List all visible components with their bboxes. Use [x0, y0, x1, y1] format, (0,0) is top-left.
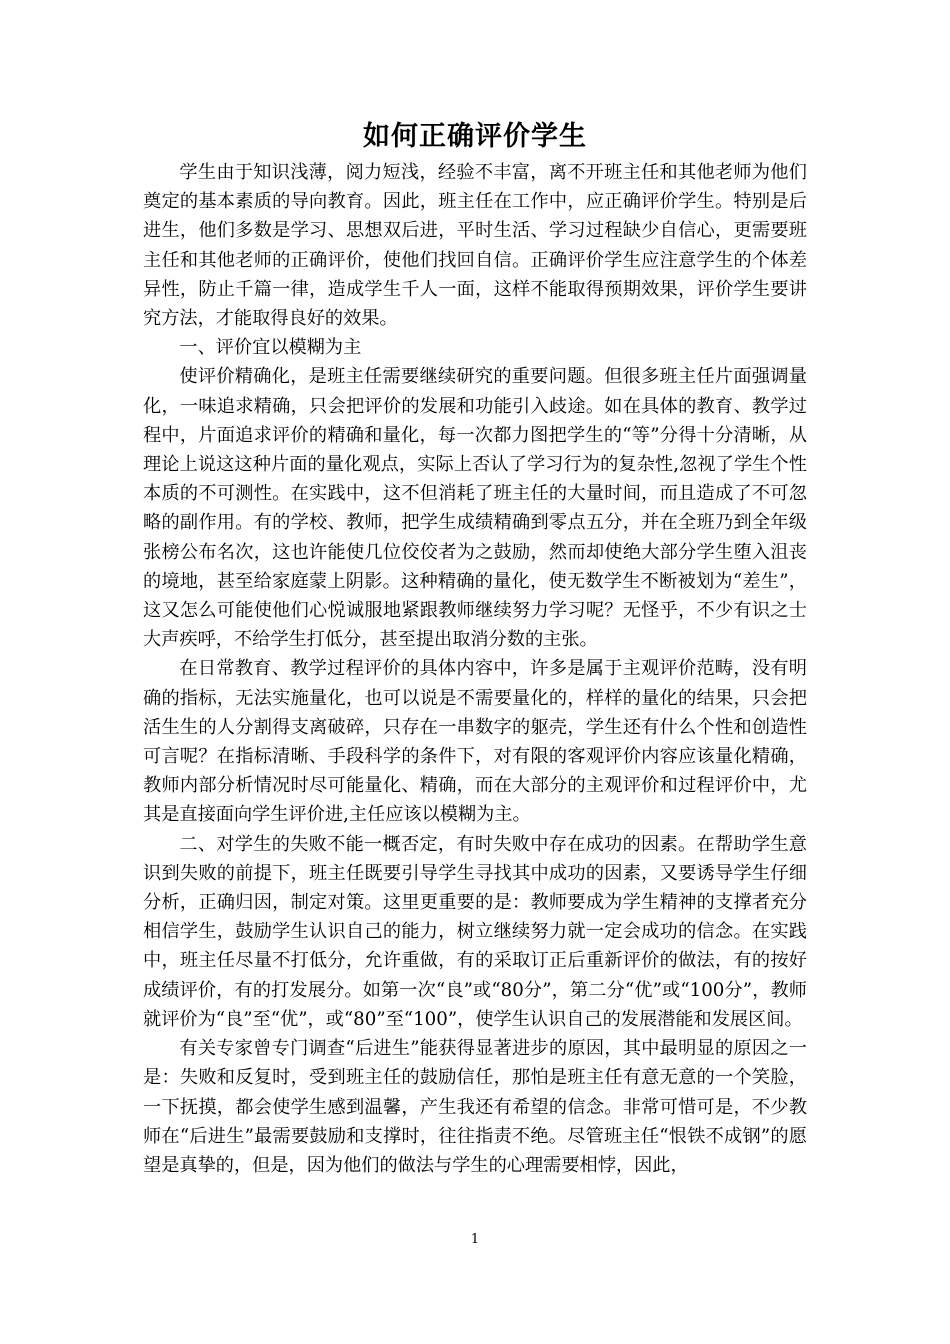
paragraph-3: 二、对学生的失败不能一概否定，有时失败中存在成功的因素。在帮助学生意识到失败的前提下，班主任既要引导学生寻找其中成功的因素，又要诱导学生仔细分析，正确归因，制定对策。这里更重要的是：教师要成为学生精神的支撑者充分相信学生，鼓励学生认识自己的能力，树立继续努力就一定会成功的信念。在实践中，班主任尽量不打低分，允许重做，有的采取订正后重新评价的做法，有的按好成绩评价，有的打发展分。如第一次“良”或“80分”，第二分“优”或“100分”，教师就评价为“良”至“优”，或“80”至“100”，使学生认识自己的发展潜能和发展区间。: [143, 833, 807, 1030]
document-body: [143, 158, 807, 1180]
page-number: 1: [470, 1232, 480, 1247]
paragraph-4: 有关专家曾专门调查“后进生”能获得显著进步的原因，其中最明显的原因之一是：失败和反复时，受到班主任的鼓励信任，那怕是班主任有意无意的一个笑脸，一下抚摸，都会使学生感到温馨，产生我还有希望的信念。非常可惜可是，不少教师在“后进生”最需要鼓励和支撑时，往往指责不绝。尽管班主任“恨铁不成钢”的愿望是真挚的，但是，因为他们的做法与学生的心理需要相悖，因此，: [143, 1038, 807, 1176]
paragraph-1: 使评价精确化，是班主任需要继续研究的重要问题。但很多班主任片面强调量化，一味追求精确，只会把评价的发展和功能引入歧途。如在具体的教育、教学过程中，片面追求评价的精确和量化，每一次都力图把学生的“等”分得十分清晰，从理论上说这这种片面的量化观点，实际上否认了学习行为的复杂性,忽视了学生个性本质的不可测性。在实践中，这不但消耗了班主任的大量时间，而且造成了不可忽略的副作用。有的学校、教师，把学生成绩精确到零点五分，并在全班乃到全年级张榜公布名次，这也许能使几位佼佼者为之鼓励，然而却使绝大部分学生堕入沮丧的境地，甚至给家庭蒙上阴影。这种精确的量化，使无数学生不断被划为“差生”，这又怎么可能使他们心悦诚服地紧跟教师继续努力学习呢？无怪乎，不少有识之士大声疾呼，不给学生打低分，甚至提出取消分数的主张。: [143, 366, 807, 651]
section-heading-1: 一、评价宜以模糊为主: [179, 337, 362, 359]
paragraph-intro: 学生由于知识浅薄，阅力短浅，经验不丰富，离不开班主任和其他老师为他们奠定的基本素质的导向教育。因此，班主任在工作中，应正确评价学生。特别是后进生，他们多数是学习、思想双后进，平时生活、学习过程缺少自信心，更需要班主任和其他老师的正确评价，使他们找回自信。正确评价学生应注意学生的个体差异性，防止千篇一律，造成学生千人一面，这样不能取得预期效果，评价学生要讲究方法，才能取得良好的效果。: [143, 162, 807, 330]
paragraph-2: 在日常教育、教学过程评价的具体内容中，许多是属于主观评价范畴，没有明确的指标，无法实施量化，也可以说是不需要量化的，样样的量化的结果，只会把活生生的人分割得支离破碎，只存在一串数字的躯壳，学生还有什么个性和创造性可言呢？在指标清晰、手段科学的条件下，对有限的客观评价内容应该量化精确，教师内部分析情况时尽可能量化、精确，而在大部分的主观评价和过程评价中，尤其是直接面向学生评价进,主任应该以模糊为主。: [143, 658, 807, 826]
document-title: 如何正确评价学生: [363, 121, 587, 152]
